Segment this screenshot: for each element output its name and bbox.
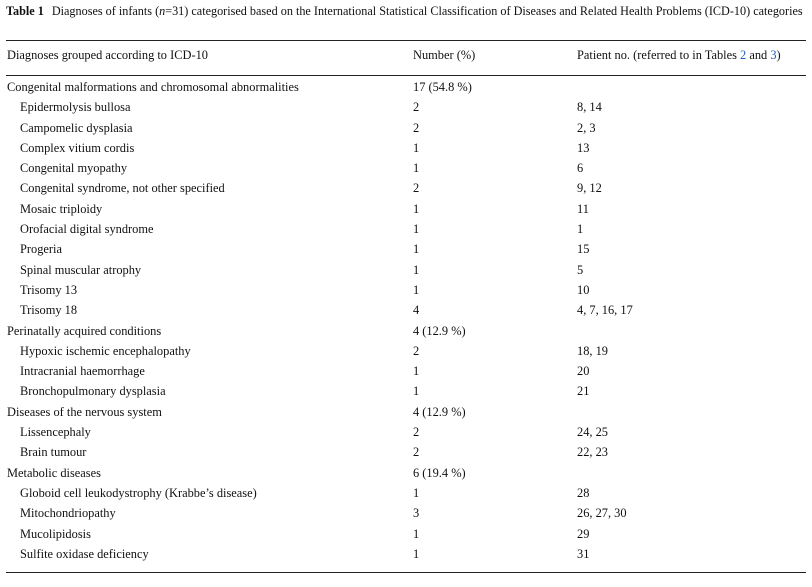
table-row <box>6 425 806 445</box>
number-cell: 1 <box>413 161 420 176</box>
diagnosis-label: Lissencephaly <box>20 425 91 440</box>
table-3-link[interactable]: 3 <box>770 48 777 62</box>
table-row <box>6 344 806 364</box>
table-row <box>6 527 806 547</box>
header-patient-text-before: Patient no. (referred to in Tables <box>577 48 741 62</box>
table-row <box>6 283 806 303</box>
number-cell: 2 <box>413 343 420 358</box>
diagnosis-label: Globoid cell leukodystrophy (Krabbe’s disease) <box>20 485 257 500</box>
group-label: Congenital malformations and chromosomal abnormalities <box>7 80 299 94</box>
table-row <box>6 100 806 120</box>
top-rule <box>6 40 806 41</box>
header-patient-text-after: ) <box>776 48 781 62</box>
table-row <box>6 263 806 283</box>
number-cell: 2 <box>413 425 420 440</box>
group-label: Metabolic diseases <box>7 465 101 480</box>
number-cell: 4 (12.9 %) <box>413 323 466 338</box>
number-cell: 1 <box>413 526 420 541</box>
number-cell: 4 (12.9 %) <box>413 404 466 419</box>
group-label: Perinatally acquired conditions <box>7 323 162 338</box>
number-cell: 2 <box>413 100 420 115</box>
number-cell: 17 (54.8 %) <box>413 80 472 94</box>
table-caption <box>6 3 806 19</box>
patient-no-cell: 31 <box>577 546 590 561</box>
table-row <box>6 161 806 181</box>
patient-no-cell: 1 <box>577 222 584 237</box>
table-row <box>6 445 806 465</box>
table-row <box>6 202 806 222</box>
patient-no-cell: 4, 7, 16, 17 <box>577 303 633 318</box>
number-cell: 1 <box>413 222 420 237</box>
caption-n-variable: n <box>159 4 166 18</box>
number-cell: 3 <box>413 506 420 521</box>
diagnosis-label: Epidermolysis bullosa <box>20 100 131 115</box>
table-label: Table 1 <box>6 4 44 18</box>
patient-no-cell: 20 <box>577 364 590 379</box>
table-row <box>6 364 806 384</box>
header-rule <box>6 75 806 76</box>
number-cell: 2 <box>413 181 420 196</box>
patient-no-cell: 22, 23 <box>577 445 608 460</box>
diagnosis-label: Campomelic dysplasia <box>20 120 133 135</box>
table-row <box>6 121 806 141</box>
table-row <box>6 242 806 262</box>
diagnosis-label: Mosaic triploidy <box>20 201 103 216</box>
patient-no-cell: 21 <box>577 384 590 399</box>
diagnosis-label: Hypoxic ischemic encephalopathy <box>20 343 191 358</box>
patient-no-cell: 28 <box>577 485 590 500</box>
patient-no-cell: 13 <box>577 140 590 155</box>
table-row <box>6 181 806 201</box>
diagnosis-label: Mucolipidosis <box>20 526 91 541</box>
table-row <box>6 222 806 242</box>
number-cell: 1 <box>413 201 420 216</box>
table-row <box>6 547 806 567</box>
group-row <box>6 405 806 425</box>
header-patient-text-mid: and <box>746 48 771 62</box>
group-row <box>6 324 806 344</box>
number-cell: 1 <box>413 485 420 500</box>
number-cell: 4 <box>413 303 420 318</box>
number-cell: 2 <box>413 445 420 460</box>
patient-no-cell: 5 <box>577 262 584 277</box>
number-cell: 1 <box>413 364 420 379</box>
patient-no-cell: 24, 25 <box>577 425 608 440</box>
diagnosis-label: Congenital myopathy <box>20 161 128 176</box>
table-body <box>6 80 806 567</box>
table-row <box>6 486 806 506</box>
patient-no-cell: 8, 14 <box>577 100 602 115</box>
diagnosis-label: Trisomy 18 <box>20 303 78 318</box>
number-cell: 1 <box>413 546 420 561</box>
table-container <box>6 0 806 561</box>
bottom-rule <box>6 572 806 573</box>
patient-no-cell: 10 <box>577 282 590 297</box>
diagnosis-label: Mitochondriopathy <box>20 506 116 521</box>
diagnosis-label: Orofacial digital syndrome <box>20 222 154 237</box>
number-cell: 1 <box>413 262 420 277</box>
number-cell: 2 <box>413 120 420 135</box>
diagnosis-label: Trisomy 13 <box>20 282 78 297</box>
number-cell: 6 (19.4 %) <box>413 465 466 480</box>
diagnosis-label: Congenital syndrome, not other specified <box>20 181 225 196</box>
diagnosis-label: Bronchopulmonary dysplasia <box>20 384 166 399</box>
patient-no-cell: 26, 27, 30 <box>577 506 627 521</box>
patient-no-cell: 2, 3 <box>577 120 596 135</box>
table-row <box>6 141 806 161</box>
header-number: Number (%) <box>413 48 476 62</box>
diagnosis-label: Sulfite oxidase deficiency <box>20 546 149 561</box>
caption-text-before: Diagnoses of infants ( <box>51 4 160 18</box>
diagnosis-label: Intracranial haemorrhage <box>20 364 145 379</box>
patient-no-cell: 9, 12 <box>577 181 602 196</box>
diagnosis-label: Progeria <box>20 242 62 257</box>
number-cell: 1 <box>413 384 420 399</box>
group-row <box>6 466 806 486</box>
number-cell: 1 <box>413 242 420 257</box>
patient-no-cell: 29 <box>577 526 590 541</box>
diagnosis-label: Brain tumour <box>20 445 87 460</box>
diagnosis-label: Spinal muscular atrophy <box>20 262 142 277</box>
header-diagnoses: Diagnoses grouped according to ICD-10 <box>7 48 208 62</box>
patient-no-cell: 11 <box>577 201 589 216</box>
caption-text-after: =31) categorised based on the International Statistical Classification of Diseases and Related Health Problems (ICD-10) categories <box>165 4 803 18</box>
header-row <box>6 48 806 68</box>
table-row <box>6 303 806 323</box>
patient-no-cell: 18, 19 <box>577 343 608 358</box>
number-cell: 1 <box>413 282 420 297</box>
table-row <box>6 506 806 526</box>
patient-no-cell: 6 <box>577 161 584 176</box>
diagnosis-label: Complex vitium cordis <box>20 140 135 155</box>
number-cell: 1 <box>413 140 420 155</box>
table-2-link[interactable]: 2 <box>740 48 747 62</box>
patient-no-cell: 15 <box>577 242 590 257</box>
group-row <box>6 80 806 100</box>
table-row <box>6 384 806 404</box>
group-label: Diseases of the nervous system <box>7 404 162 419</box>
header-patient-no <box>577 48 781 63</box>
